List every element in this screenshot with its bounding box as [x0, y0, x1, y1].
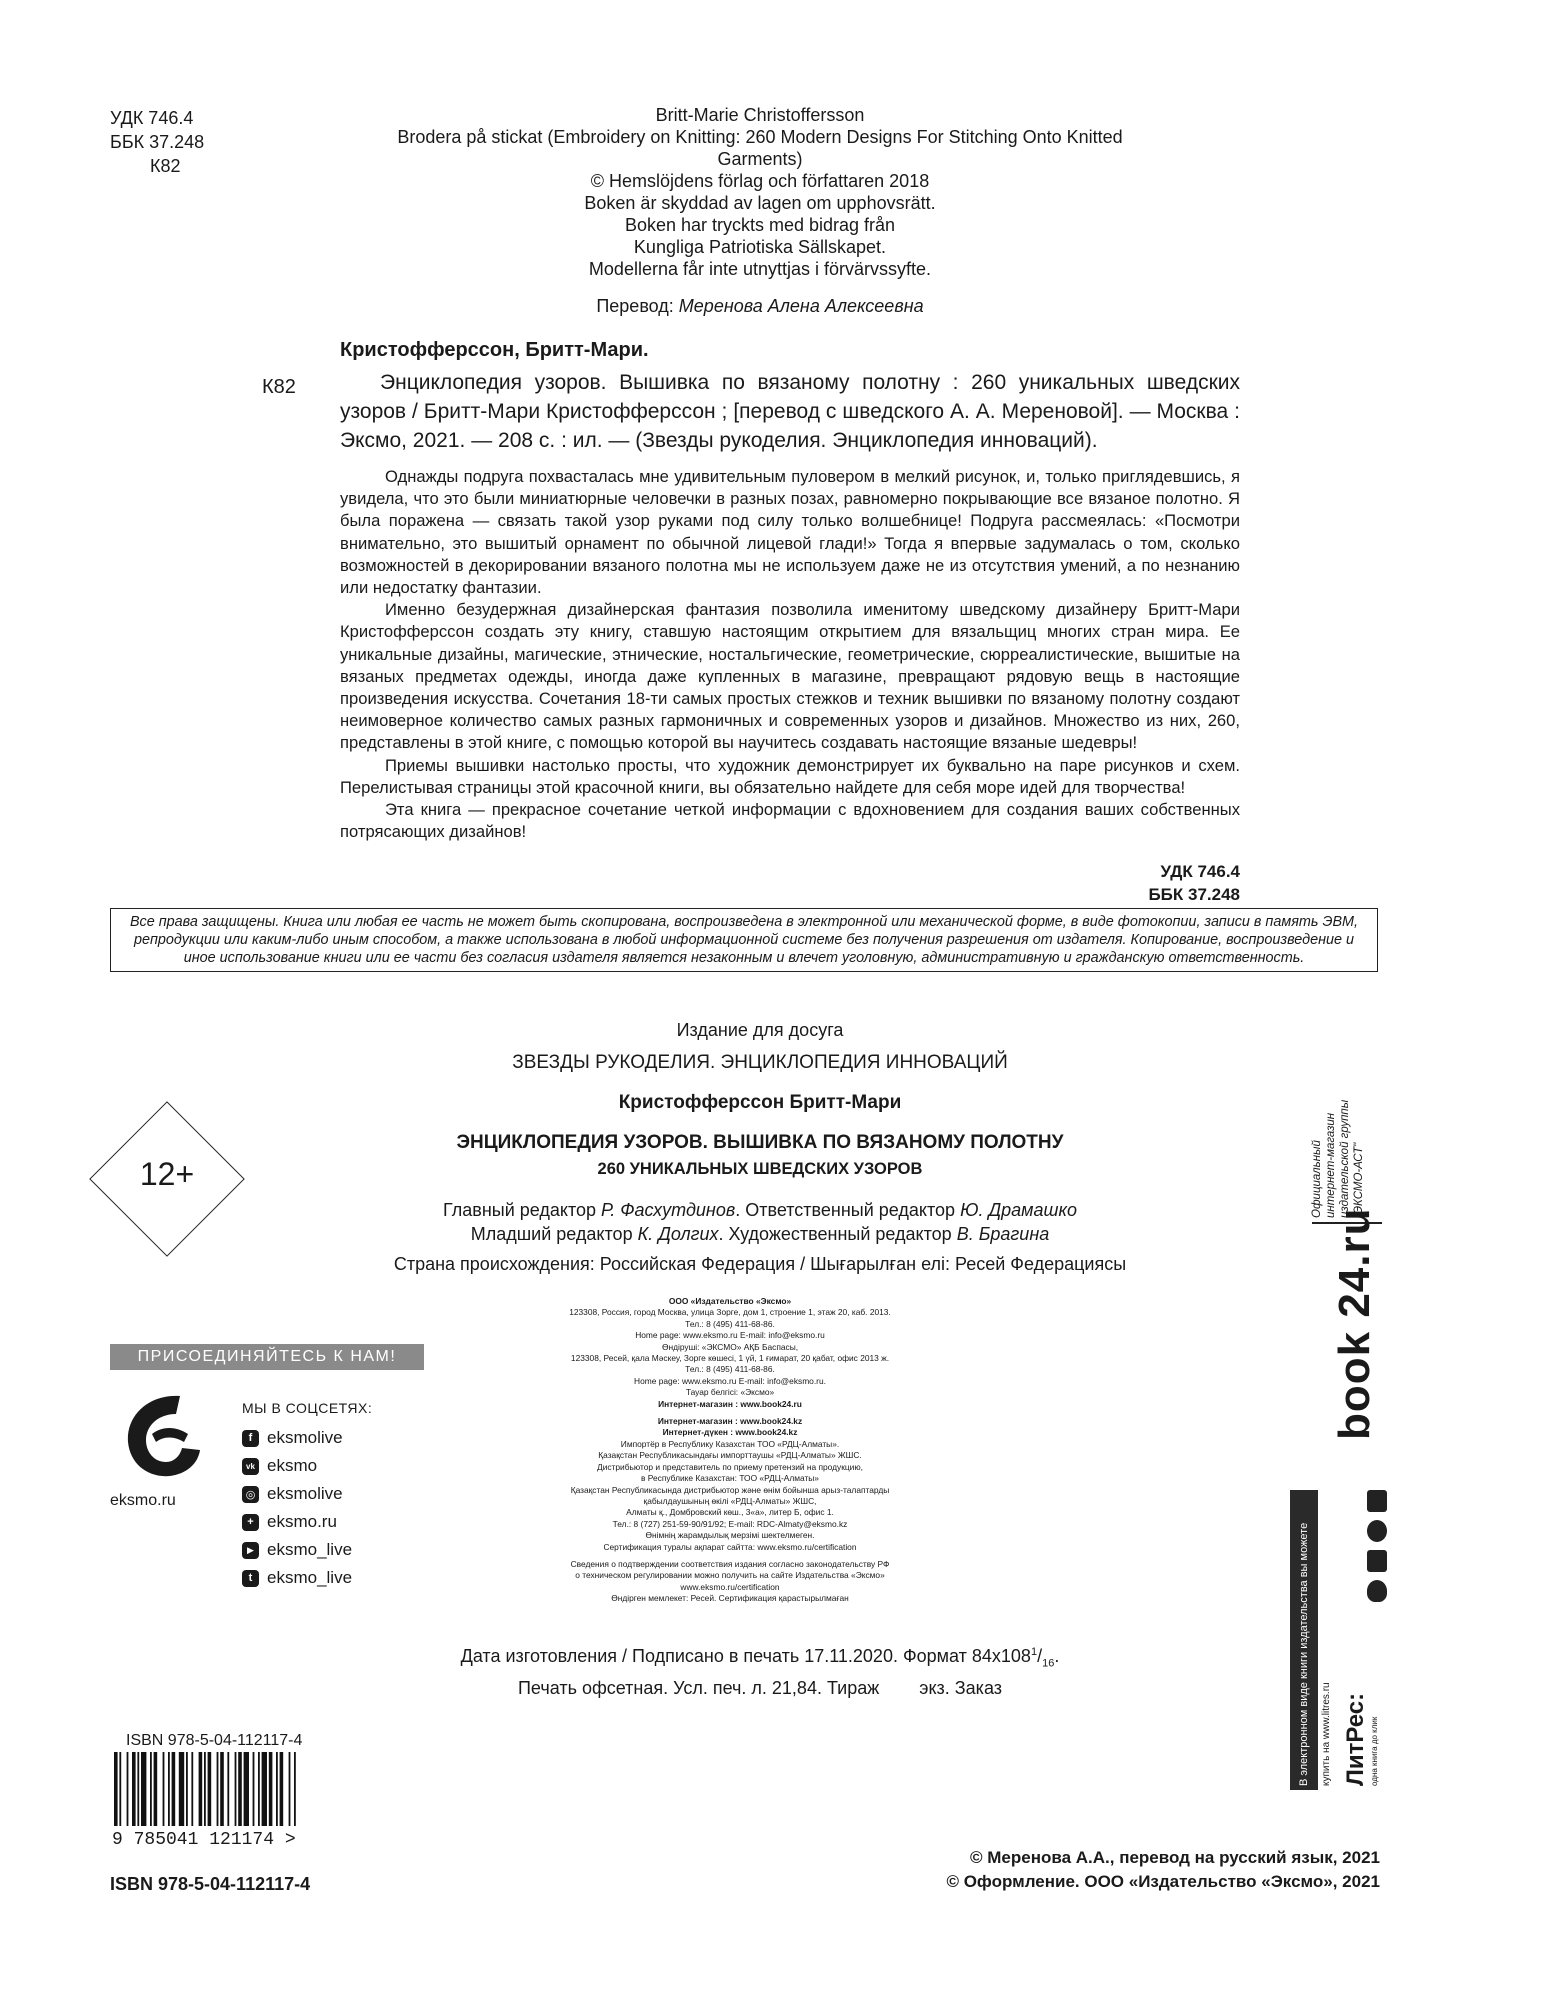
- copyright: [700, 1846, 1380, 1894]
- barcode: [112, 1752, 344, 1826]
- publisher-line: Қазақстан Республикасында дистрибьютор және өнім бойынша арыз-талаптарды: [570, 1484, 890, 1495]
- publisher-line: Өндірген мемлекет: Ресей. Сертификация қарастырылмаған: [611, 1593, 849, 1604]
- shop-line: "ЭКСМО-АСТ": [1353, 1142, 1365, 1218]
- shop-line: издательской группы: [1339, 1099, 1351, 1218]
- publisher-line: Тел.: 8 (727) 251-59-90/91/92; E-mail: RDC-Almaty@eksmo.kz: [612, 1518, 848, 1529]
- litres-tagline: одна книга до клик: [1370, 1716, 1379, 1786]
- udk-bbk-right: [1100, 860, 1240, 906]
- platform-icons: [1366, 1490, 1388, 1650]
- bibliography-author: Кристофферссон, Бритт-Мари.: [340, 339, 649, 361]
- print-info: [330, 1640, 1190, 1700]
- barcode-bar: [204, 1752, 206, 1826]
- social-label: eksmo: [267, 1456, 318, 1475]
- book24-logo[interactable]: book 24.ru: [1330, 1207, 1379, 1440]
- social-item-vk[interactable]: [242, 1452, 352, 1480]
- publisher-details: [500, 1296, 960, 1605]
- publisher-line: Тел.: 8 (495) 411-68-86.: [685, 1318, 775, 1329]
- barcode-bar: [208, 1752, 212, 1826]
- publisher-line: о техническом регулировании можно получить на сайте Издательства «Эксмо»: [575, 1570, 885, 1581]
- barcode-bar: [114, 1752, 118, 1826]
- barcode-digits: 9 785041 121174 >: [112, 1830, 296, 1850]
- apple-icon: [1367, 1580, 1387, 1602]
- print-date-format: Дата изготовления / Подписано в печать 17.11.2020. Формат 84x108: [460, 1646, 1031, 1666]
- original-line: Garments): [717, 149, 803, 169]
- publisher-line: Home page: www.eksmo.ru E-mail: info@eksmo.ru.: [634, 1375, 826, 1386]
- barcode-bar: [220, 1752, 224, 1826]
- annotation-paragraph: Приемы вышивки настолько просты, что художник демонстрирует их буквально на паре рисунков и схем. Перелистывая страницы этой красочной книги, вы обязательно найдете для себя море идей для творчества!: [340, 755, 1240, 797]
- barcode-bar: [217, 1752, 219, 1826]
- original-line: Britt-Marie Christoffersson: [655, 105, 865, 125]
- resp-editor: Ю. Драмашко: [960, 1200, 1077, 1220]
- shop-line: Официальный: [1311, 1140, 1323, 1218]
- publisher-line: в Республике Казахстан: ТОО «РДЦ-Алматы»: [641, 1473, 819, 1484]
- litres-box: [1290, 1490, 1386, 1790]
- litres-logo: ЛитРес:: [1342, 1692, 1369, 1786]
- social-label: eksmo_live: [267, 1540, 353, 1559]
- bibliography-code: К82: [262, 376, 296, 398]
- original-line: Brodera på stickat (Embroidery on Knitting: 260 Modern Designs For Stitching Onto Knitted: [397, 127, 1123, 147]
- barcode-bar: [119, 1752, 121, 1826]
- publisher-line: Интернет-магазин : www.book24.kz: [657, 1416, 803, 1427]
- barcode-bar: [132, 1752, 136, 1826]
- annotation-paragraph: Именно безудержная дизайнерская фантазия позволила именитому шведскому дизайнеру Бритт-Мари Кристофферссон создать эту книгу, ставшую настоящим открытием для вязальщиц многих стран мира. Ее уникальные дизайны, магические, этнические, ностальгические, геометрические, сюрреалистические, вышитые на вязаных предметах одежды, иногда даже купленных в магазине, превращают рядовую вещь в настоящие произведения искусства. Сочетания 18-ти самых простых стежков и техник вышивки по вязаному полотну создают неимоверное количество самых разных гармоничных и современных узоров и дизайнов. Множество из них, 260, представлены в этой книге, с помощью которой вы научитесь создавать настоящие вязаные шедевры!: [340, 600, 1240, 753]
- imprint-author: Кристофферссон Бритт-Мари: [618, 1092, 902, 1113]
- bibliography-description: [340, 368, 1240, 455]
- social-label: eksmolive: [267, 1428, 343, 1447]
- litres-link[interactable]: купить на www.litres.ru: [1321, 1682, 1332, 1786]
- publisher-line: 123308, Россия, город Москва, улица Зорге, дом 1, строение 1, этаж 20, каб. 2013.: [569, 1307, 891, 1318]
- udk-code: УДК 746.4: [110, 108, 194, 128]
- barcode-bar: [154, 1752, 158, 1826]
- original-line: © Hemslöjdens förlag och författaren 2018: [590, 171, 930, 191]
- social-item-web[interactable]: [242, 1508, 352, 1536]
- publisher-line: Сведения о подтверждении соответствия издания согласно законодательству РФ: [570, 1558, 890, 1569]
- barcode-bar: [163, 1752, 165, 1826]
- publisher-line: қабылдаушының өкілі «РДЦ-Алматы» ЖШС,: [643, 1495, 817, 1506]
- facebook-icon: f: [242, 1430, 259, 1447]
- art-editor-label: . Художественный редактор: [718, 1224, 957, 1244]
- rights-notice: Все права защищены. Книга или любая ее часть не может быть скопирована, воспроизведена в электронной или механической форме, в виде фотокопии, записи в память ЭВМ, репродукции или каким-либо иным способом, а также использована в любой информационной системе без получения разрешения от издателя. Копирование, воспроизведение и иное использование книги или ее части без согласия издателя является незаконным и влечет уголовную, административную и гражданскую ответственность.: [110, 908, 1378, 972]
- instagram-icon: ◎: [242, 1486, 259, 1503]
- annotation-paragraph: Однажды подруга похвасталась мне удивительным пуловером в мелкий рисунок, и, только приглядевшись, я увидела, что это были миниатюрные человечки в разных позах, равномерно покрывающие все вязаное полотно. Я была поражена — связать такой узор руками под силу только волшебнице! Подруга рассмеялась: «Посмотри внимательно, это вышитый орнамент по обычной лицевой глади!» Тогда я впервые задумалась о том, сколько возможностей в декорировании вязаного полотна мы не используем даже не из отсутствия умений, а по незнанию или недостатку фантазии.: [340, 467, 1240, 598]
- app-icon: [1367, 1520, 1387, 1542]
- country-of-origin: Страна происхождения: Российская Федерация / Шығарылған елі: Ресей Федерациясы: [393, 1254, 1127, 1274]
- barcode-bar: [235, 1752, 237, 1826]
- format-denominator: 16: [1042, 1657, 1055, 1670]
- join-us-banner: ПРИСОЕДИНЯЙТЕСЬ К НАМ!: [110, 1344, 424, 1370]
- eksmo-url[interactable]: eksmo.ru: [110, 1492, 176, 1509]
- youtube-icon: ▶: [242, 1542, 259, 1559]
- social-label: eksmo.ru: [267, 1512, 337, 1531]
- annotation-paragraph: Эта книга — прекрасное сочетание четкой информации с вдохновением для создания ваших собственных потрясающих дизайнов!: [340, 800, 1240, 842]
- barcode-bar: [127, 1752, 129, 1826]
- publisher-line: Home page: www.eksmo.ru E-mail: info@eksmo.ru: [635, 1330, 825, 1341]
- publisher-line: 123308, Ресей, қала Мәскеу, Зорге көшесі, 1 үй, 1 ғимарат, 20 қабат, офис 2013 ж.: [570, 1353, 890, 1364]
- publisher-line: Дистрибьютор и представитель по приему претензий на продукцию,: [597, 1461, 863, 1472]
- barcode-bar: [258, 1752, 260, 1826]
- social-item-facebook[interactable]: [242, 1424, 352, 1452]
- bbk-code: ББК 37.248: [110, 132, 205, 152]
- litres-ebook-note: В электронном виде книги издательства вы можете: [1298, 1522, 1310, 1786]
- shop-line: интернет-магазин: [1325, 1112, 1337, 1218]
- publisher-line: Өнімнің жарамдылық мерзімі шектелмеген.: [645, 1530, 815, 1541]
- udk-code-right: УДК 746.4: [1160, 862, 1240, 881]
- original-line: Boken har tryckts med bidrag från: [624, 215, 896, 235]
- translator-line: [340, 296, 1180, 317]
- windows-icon: [1367, 1490, 1387, 1512]
- social-list: [242, 1424, 352, 1592]
- annotation: [340, 466, 1240, 843]
- barcode-bar: [199, 1752, 203, 1826]
- barcode-bar: [227, 1752, 229, 1826]
- barcode-bar: [280, 1752, 284, 1826]
- publisher-line: www.eksmo.ru/certification: [680, 1581, 780, 1592]
- print-line-2: Печать офсетная. Усл. печ. л. 21,84. Тираж экз. Заказ: [517, 1677, 1003, 1698]
- editors-block: [330, 1198, 1190, 1246]
- barcode-bar: [262, 1752, 267, 1826]
- original-line: Kungliga Patriotiska Sällskapet.: [633, 237, 887, 257]
- isbn-top: ISBN 978-5-04-112117-4: [126, 1732, 303, 1749]
- bbk-code-right: ББК 37.248: [1148, 885, 1240, 904]
- web-icon: +: [242, 1514, 259, 1531]
- isbn-bottom: ISBN 978-5-04-112117-4: [110, 1874, 311, 1894]
- barcode-bar: [276, 1752, 278, 1826]
- social-heading: МЫ В СОЦСЕТЯХ:: [242, 1400, 373, 1416]
- publisher-line: ООО «Издательство «Эксмо»: [668, 1296, 792, 1306]
- format-numerator: 1: [1030, 1646, 1038, 1658]
- social-item-youtube[interactable]: [242, 1536, 352, 1564]
- translator-name: Меренова Алена Алексеевна: [678, 296, 924, 316]
- bibliography-text: Энциклопедия узоров. Вышивка по вязаному полотну : 260 уникальных шведских узоров / Бритт-Мари Кристофферссон ; [перевод с шведского А. А. Мереновой]. — Москва : Эксмо, 2021. — 208 с. : ил. — (Звезды рукоделия. Энциклопедия инноваций).: [340, 371, 1240, 452]
- original-edition-info: [340, 104, 1180, 280]
- barcode-bar: [150, 1752, 152, 1826]
- copyright-line: © Меренова А.А., перевод на русский язык, 2021: [969, 1848, 1380, 1867]
- chief-editor: Р. Фасхутдинов: [601, 1200, 736, 1220]
- twitter-icon: t: [242, 1570, 259, 1587]
- imprint-subtitle: 260 УНИКАЛЬНЫХ ШВЕДСКИХ УЗОРОВ: [597, 1160, 923, 1178]
- publisher-line: Алматы қ., Домбровский көш., 3«а», литер Б, офис 1.: [626, 1507, 834, 1518]
- publisher-line: Тауар белгісі: «Эксмо»: [685, 1387, 775, 1398]
- original-line: Modellerna får inte utnyttjas i förvärvssyfte.: [588, 259, 932, 279]
- barcode-bar: [244, 1752, 249, 1826]
- series-name: ЗВЕЗДЫ РУКОДЕЛИЯ. ЭНЦИКЛОПЕДИЯ ИННОВАЦИЙ: [512, 1052, 1008, 1073]
- android-icon: [1367, 1550, 1387, 1572]
- social-label: eksmo_live: [267, 1568, 353, 1587]
- publisher-line: Сертификация туралы ақпарат сайтта: www.eksmo.ru/certification: [603, 1541, 857, 1552]
- editors-line-1: [330, 1198, 1190, 1222]
- barcode-bar: [238, 1752, 242, 1826]
- publisher-line: Импортёр в Республику Казахстан ТОО «РДЦ-Алматы».: [620, 1438, 840, 1449]
- social-item-twitter[interactable]: [242, 1564, 352, 1592]
- vk-icon: vk: [242, 1458, 259, 1475]
- barcode-bar: [253, 1752, 255, 1826]
- barcode-bar: [294, 1752, 296, 1826]
- resp-editor-label: . Ответственный редактор: [735, 1200, 961, 1220]
- edition-type: Издание для досуга: [676, 1020, 844, 1040]
- publisher-line: Өндіруші: «ЭКСМО» АҚБ Баспасы,: [661, 1341, 799, 1352]
- junior-editor-label: Младший редактор: [470, 1224, 638, 1244]
- translator-label: Перевод:: [596, 296, 679, 316]
- social-item-instagram[interactable]: [242, 1480, 352, 1508]
- original-line: Boken är skyddad av lagen om upphovsrätt.: [584, 193, 936, 213]
- barcode-bar: [172, 1752, 176, 1826]
- art-editor: В. Брагина: [956, 1224, 1050, 1244]
- publisher-line: Қазақстан Республикасындағы импорттаушы «РДЦ-Алматы» ЖШС.: [598, 1450, 862, 1461]
- publisher-line: Интернет-дүкен : www.book24.kz: [662, 1427, 798, 1438]
- junior-editor: К. Долгих: [637, 1224, 719, 1244]
- classification-block: [110, 106, 204, 178]
- barcode-bar: [191, 1752, 193, 1826]
- chief-editor-label: Главный редактор: [443, 1200, 602, 1220]
- barcode-bar: [179, 1752, 184, 1826]
- barcode-bar: [269, 1752, 273, 1826]
- age-rating: 12+: [139, 1156, 195, 1192]
- barcode-bar: [141, 1752, 146, 1826]
- print-line-end: .: [1054, 1646, 1060, 1666]
- publisher-line: Тел.: 8 (495) 411-68-86.: [685, 1364, 775, 1375]
- publisher-line: Интернет-магазин : www.book24.ru: [658, 1398, 802, 1409]
- barcode-bar: [186, 1752, 188, 1826]
- eksmo-logo-icon: [118, 1390, 208, 1486]
- imprint-title: ЭНЦИКЛОПЕДИЯ УЗОРОВ. ВЫШИВКА ПО ВЯЗАНОМУ ПОЛОТНУ: [456, 1132, 1064, 1153]
- author-sign: К82: [150, 156, 181, 176]
- social-label: eksmolive: [267, 1484, 343, 1503]
- barcode-bar: [289, 1752, 291, 1826]
- copyright-line: © Оформление. ООО «Издательство «Эксмо», 2021: [946, 1872, 1380, 1891]
- barcode-bar: [137, 1752, 139, 1826]
- barcode-bar: [168, 1752, 170, 1826]
- print-line-1: Дата изготовления / Подписано в печать 17.11.2020. Формат $84x108^1/_{16}$.: [460, 1646, 1060, 1670]
- editors-line-2: [330, 1222, 1190, 1246]
